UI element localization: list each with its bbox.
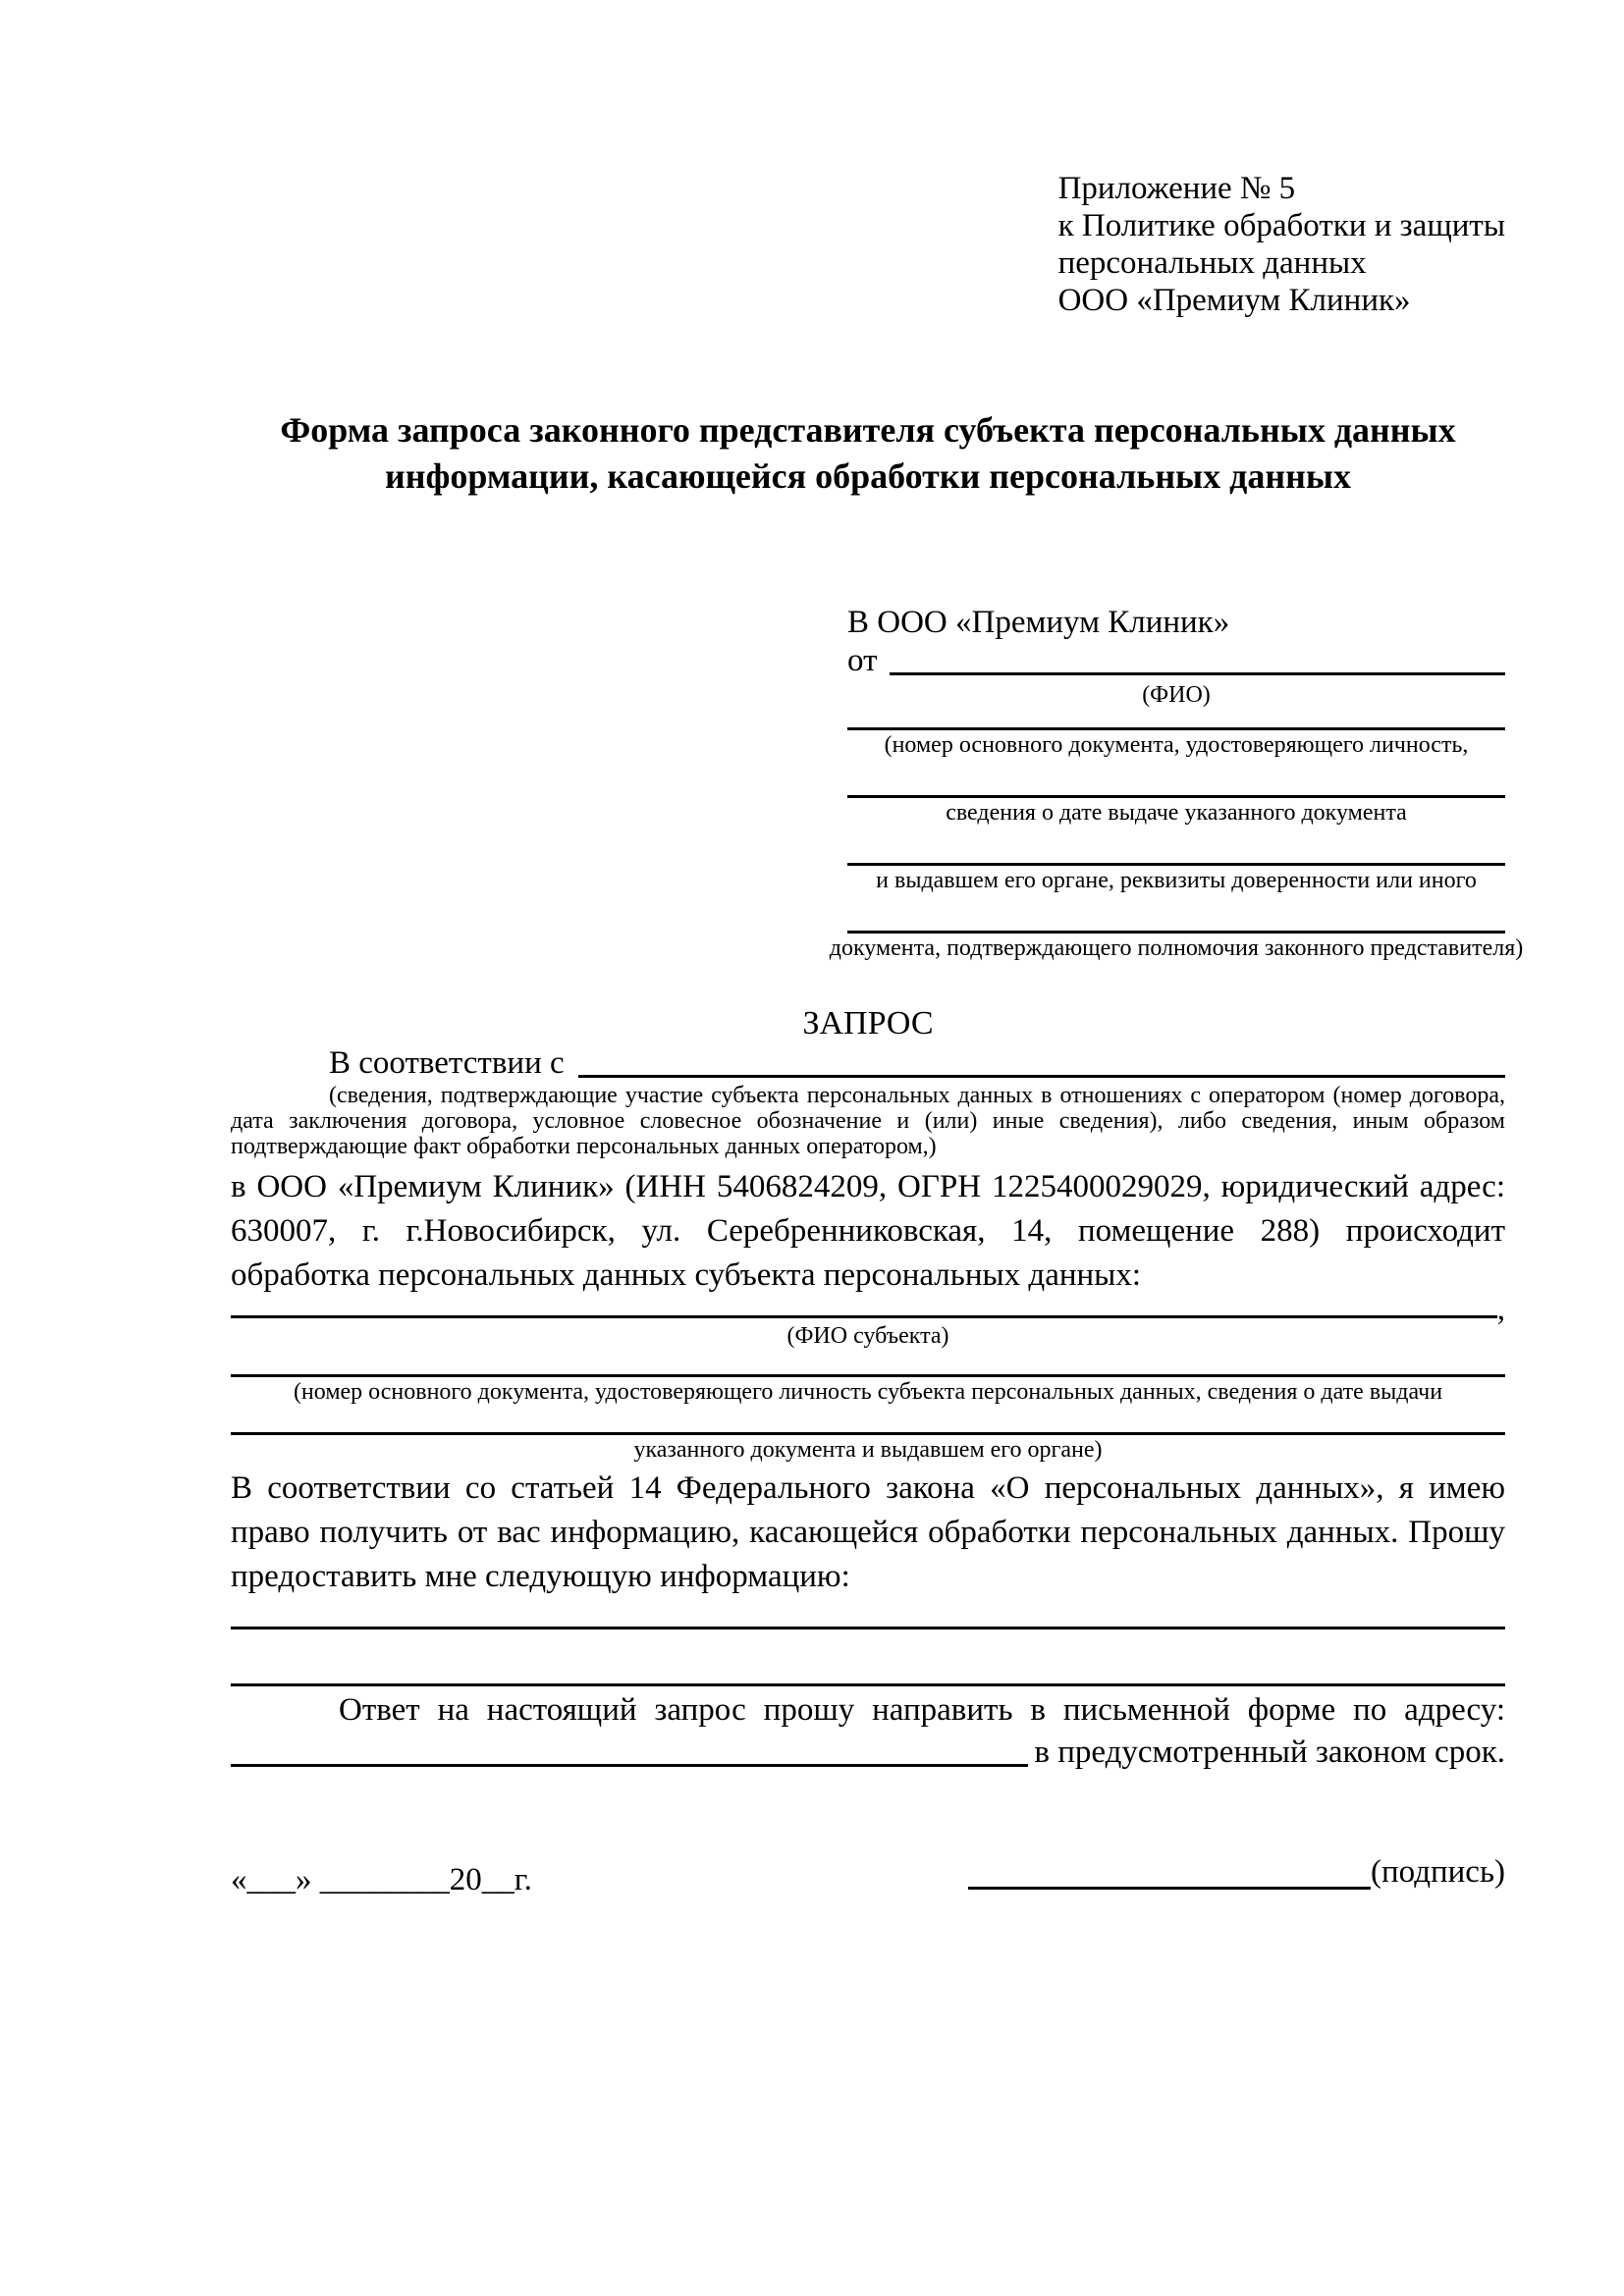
reply-address-blank-line <box>231 1733 1028 1767</box>
from-row <box>847 641 1505 680</box>
signature-row <box>231 1850 1505 1897</box>
law-paragraph: В соответствии со статьей 14 Федерального закона «О персональных данных», я имею право получить от вас информацию, касающейся обработки персональных данных. Прошу предоставить мне следующую информацию: <box>231 1470 1505 1594</box>
request-heading: ЗАПРОС <box>802 1005 934 1041</box>
signature-caption: (подпись) <box>1371 1854 1505 1890</box>
doc-date-caption: сведения о дате выдаче указанного документа <box>946 800 1407 826</box>
subject-doc-caption-2: указанного документа и выдавшем его органе) <box>633 1437 1103 1463</box>
doc-number-caption: (номер основного документа, удостоверяющего личность, <box>884 732 1469 758</box>
date-field: «___» ________20__г. <box>231 1862 532 1897</box>
operator-paragraph: в ООО «Премиум Клиник» (ИНН 5406824209, ОГРН 1225400029029, юридический адрес: 630007, г. г.Новосибирск, ул. Серебренниковская, 14, помещение 288) происходит обработка персональных данных субъекта персональных данных: <box>231 1169 1505 1293</box>
subject-fio-caption: (ФИО субъекта) <box>786 1323 949 1349</box>
subject-comma: , <box>1496 1292 1505 1327</box>
info-blank-line-1 <box>231 1627 1505 1629</box>
form-title-line1: Форма запроса законного представителя субъекта персональных данных <box>280 410 1456 450</box>
appendix-header <box>1058 170 1505 319</box>
reply-address-row <box>231 1733 1505 1772</box>
appendix-number: Приложение № 5 <box>1057 171 1296 206</box>
subject-doc-caption-1: (номер основного документа, удостоверяющего личность субъекта персональных данных, сведения о дате выдачи <box>293 1379 1443 1405</box>
info-blank-line-2 <box>231 1683 1505 1686</box>
appendix-policy-line2: персональных данных <box>1057 245 1367 281</box>
subject-fio-row <box>231 1292 1505 1327</box>
signature-blank-line <box>968 1850 1371 1890</box>
appendix-policy-line: к Политике обработки и защиты <box>1057 208 1505 243</box>
reply-suffix: в предусмотренный законом срок. <box>1034 1735 1505 1770</box>
intro-blank-line <box>578 1043 1505 1078</box>
addressee-to: В ООО «Премиум Клиник» <box>847 605 1230 640</box>
subject-fio-blank-line <box>231 1298 1497 1318</box>
intro-prefix: В соответствии с <box>329 1045 565 1081</box>
from-label: от <box>847 643 878 678</box>
fio-blank-line <box>890 641 1506 675</box>
form-title <box>231 407 1505 500</box>
intro-caption: (сведения, подтверждающие участие субъекта персональных данных в отношениях с оператором (номер договора, дата заключения договора, условное словесное обозначение и (или) иные сведения), либо сведения, иным образом подтверждающие факт обработки персональных данных оператором,) <box>231 1083 1505 1159</box>
form-title-line2: информации, касающейся обработки персональных данных <box>385 456 1351 496</box>
reply-paragraph: Ответ на настоящий запрос прошу направить в письменной форме по адресу: <box>339 1692 1505 1728</box>
fio-caption: (ФИО) <box>1142 682 1211 708</box>
addressee-block <box>829 604 1524 963</box>
signature-field <box>968 1850 1505 1895</box>
appendix-company: ООО «Премиум Клиник» <box>1057 283 1411 318</box>
doc-issuer-caption: и выдавшем его органе, реквизиты доверенности или иного <box>876 868 1477 893</box>
doc-authority-caption: документа, подтверждающего полномочия законного представителя) <box>829 935 1524 961</box>
intro-row <box>231 1043 1505 1083</box>
